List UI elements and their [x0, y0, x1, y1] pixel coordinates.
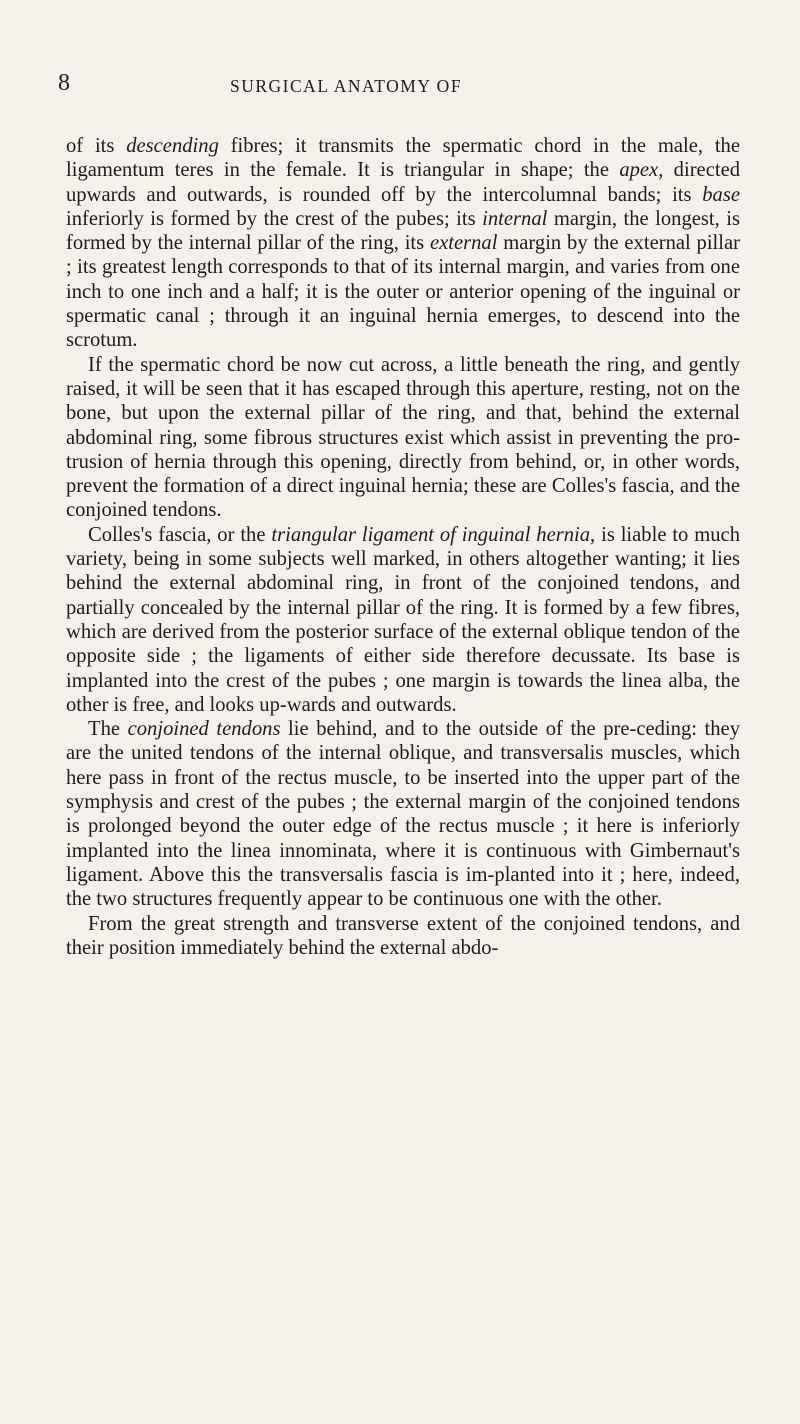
running-head: SURGICAL ANATOMY OF [230, 76, 463, 96]
text-run: The [88, 718, 128, 741]
paragraph [66, 717, 740, 911]
paragraph [66, 523, 740, 717]
text-run: If the spermatic chord be now cut across, a little beneath the ring, and gently raised, it will be seen that it has escaped through this aperture, resting, not on the bone, but upon the external pillar of the ring, and that, behind the external abdominal ring, some fibrous structures exist which assist in preventing the pro-trusion of hernia through this opening, directly from behind, or, in other words, prevent the formation of a direct inguinal hernia; these are Colles's fascia, and the conjoined tendons. [66, 353, 740, 522]
page-number: 8 [58, 70, 70, 96]
text-run: Colles's fascia, or the [88, 523, 272, 546]
paragraph [66, 912, 740, 961]
italic-text-run: conjoined tendons [127, 718, 281, 741]
italic-text-run: internal [482, 207, 548, 230]
text-run: margin by the external pillar ; its greatest length corresponds to that of its internal margin, and varies from one inch to one inch and a half; it is the outer or anterior opening of the inguinal or spermatic canal ; through it an inguinal hernia emerges, to descend into the scrotum. [66, 232, 740, 352]
page-header [0, 70, 800, 110]
paragraph [66, 134, 740, 353]
text-run: lie behind, and to the outside of the pre-ceding: they are the united tendons of the internal oblique, and transversalis muscles, which here pass in front of the rectus muscle, to be inserted into the upper part of the symphysis and crest of the pubes ; the external margin of the conjoined tendons is prolonged beyond the outer edge of the rectus muscle ; it here is inferiorly implanted into the linea innominata, where it is continuous with Gimbernaut's ligament. Above this the transversalis fascia is im-planted into it ; here, indeed, the two structures frequently appear to be continuous one with the other. [66, 718, 740, 911]
text-run: is liable to much variety, being in some subjects well marked, in others altogether wanting; it lies behind the external abdominal ring, in front of the conjoined tendons, and partially concealed by the internal pillar of the ring. It is formed by a few fibres, which are derived from the posterior surface of the external oblique tendon of the opposite side ; the ligaments of either side therefore decussate. Its base is implanted into the crest of the pubes ; one margin is towards the linea alba, the other is free, and looks up-wards and outwards. [66, 523, 740, 716]
text-run: From the great strength and transverse extent of the conjoined tendons, and their position immediately behind the external abdo- [66, 912, 740, 959]
text-run: directed upwards and outwards, is rounded off by the intercolumnal bands; its [66, 159, 740, 206]
text-run: margin, the longest, is formed by the internal pillar of the ring, its [66, 207, 740, 255]
text-run: fibres; it transmits the spermatic chord in the male, the ligamentum teres in the female. It is triangular in shape; the [66, 135, 740, 182]
italic-text-run: descending [126, 135, 219, 157]
paragraph [66, 353, 740, 523]
italic-text-run: external [429, 232, 498, 255]
italic-text-run: triangular ligament of inguinal hernia, [271, 523, 596, 546]
italic-text-run: base [702, 183, 740, 206]
text-run: of its [66, 135, 127, 157]
text-run: inferiorly is formed by the crest of the pubes; its [66, 207, 483, 230]
body-text [66, 134, 740, 960]
italic-text-run: apex, [619, 159, 664, 182]
